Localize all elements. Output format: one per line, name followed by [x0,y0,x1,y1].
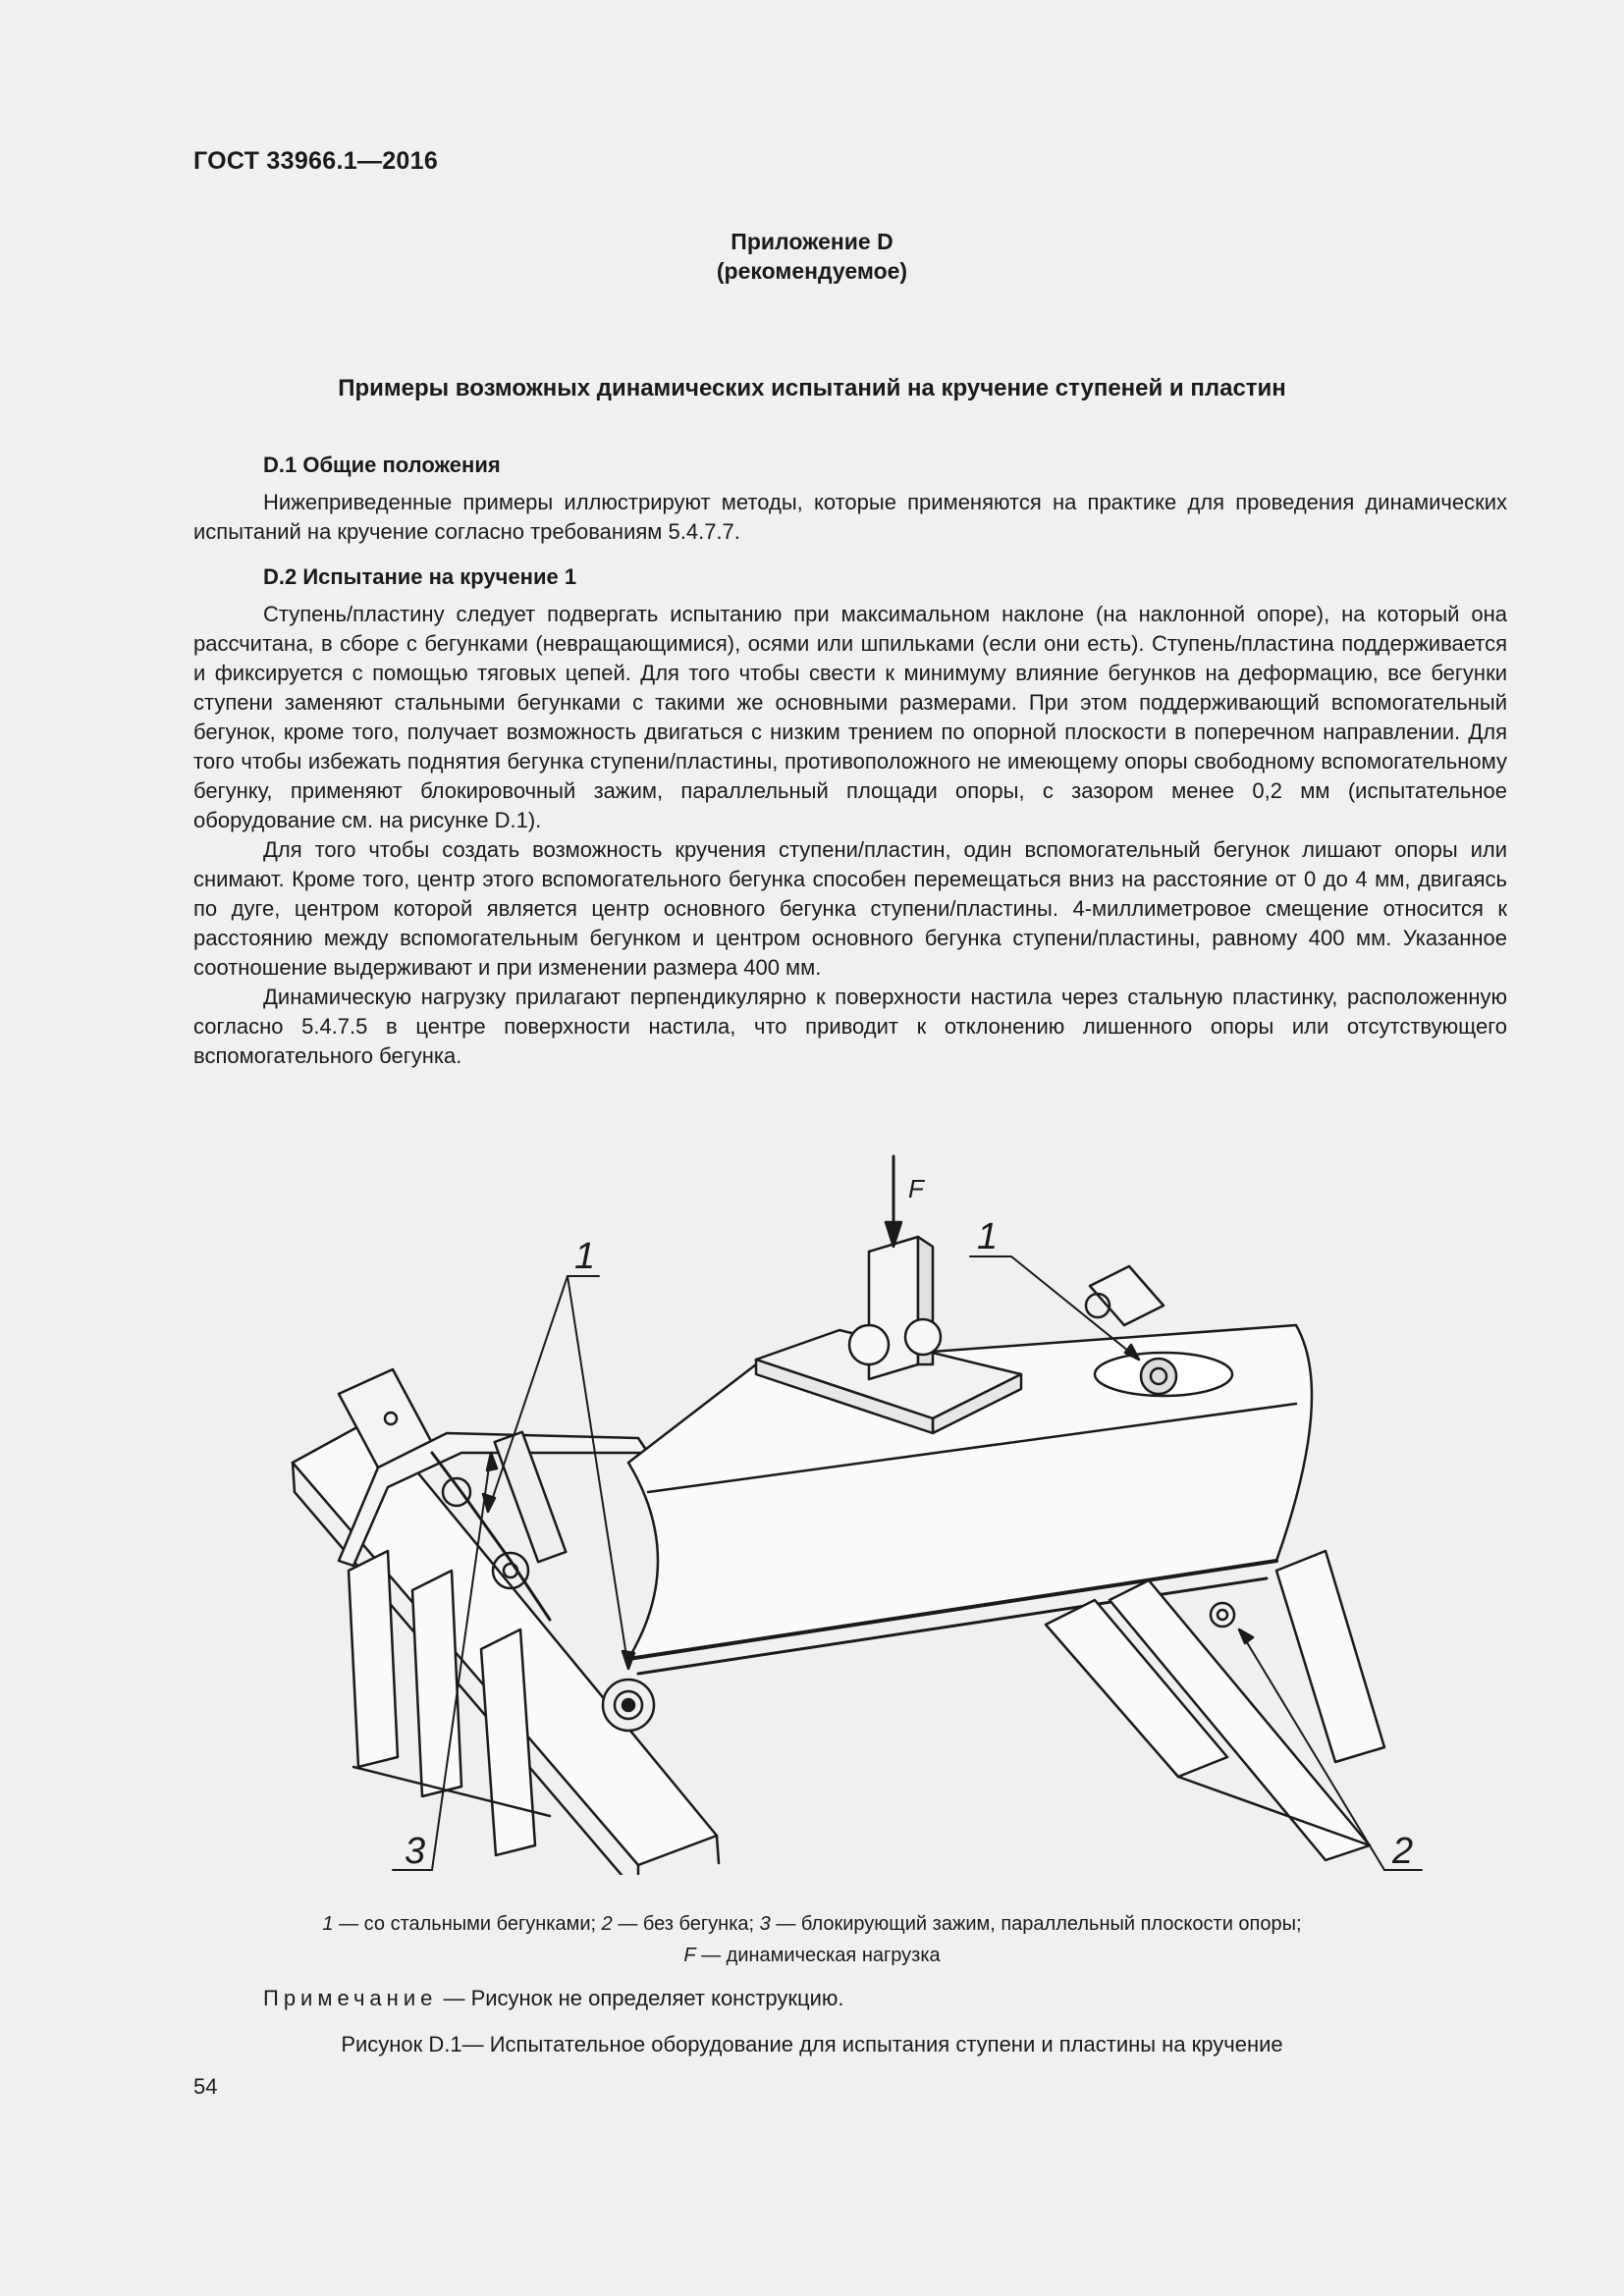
paragraph: Динамическую нагрузку прилагают перпендикулярно к поверхности настила через стальную пластинку, расположенную согласно 5.4.7.5 в центре поверхности настила, что приводит к отклонению лишенного опоры или отсутствующего вспомогательного бегунка. [193,985,1507,1068]
left-leg-front [349,1551,398,1767]
figure-note [263,1986,844,2011]
left-roller-top [443,1478,470,1506]
legend-text-f: — динамическая нагрузка [695,1945,941,1966]
paragraph: Ступень/пластину следует подвергать испытанию при максимальном наклоне (на наклонной опоре), на который она рассчитана, в сборе с бегунками (невращающимися), осями или шпильками (если они есть). Ступень/пластина поддерживается и фиксируется с помощью тяговых цепей. Для того чтобы свести к минимуму влияние бегунков на деформацию, все бегунки ступени заменяют стальными бегунками с такими же основными размерами. При этом поддерживающий вспомогательный бегунок, кроме того, получает возможность двигаться с низким трением по опорной плоскости в поперечном направлении. Для того чтобы избежать поднятия бегунка ступени/пластины, противоположного не имеющему опоры свободному вспомогательному бегунку, применяют блокировочный зажим, параллельный площади опоры, с зазором менее 0,2 мм (испытательное оборудование см. на рисунке D.1). [193,602,1507,832]
legend-key-1: 1 [322,1913,334,1935]
page-number: 54 [193,2074,218,2099]
annex-title: Примеры возможных динамических испытаний на кручение ступеней и пластин [338,375,1286,401]
paragraph: Нижеприведенные примеры иллюстрируют методы, которые применяются на практике для проведения динамических испытаний на кручение согласно требованиям 5.4.7.7. [193,490,1507,544]
note-text: — Рисунок не определяет конструкцию. [437,1986,844,2010]
paragraph: Для того чтобы создать возможность кручения ступени/пластин, один вспомогательный бегунок лишают опоры или снимают. Кроме того, центр этого вспомогательного бегунка способен перемещаться вниз на расстояние от 0 до 4 мм, двигаясь по дуге, центром которой является центр основного бегунка ступени/пластины. 4-миллиметровое смещение относится к расстоянию между вспомогательным бегунком и центром основного бегунка ступени/пластины, равному 400 мм. Указанное соотношение выдерживают и при изменении размера 400 мм. [193,837,1507,980]
label-1-right: 1 [977,1216,999,1257]
label-2: 2 [1392,1831,1414,1872]
section-d1-heading: D.1 Общие положения [263,453,501,477]
test-rig-drawing [275,1148,1453,1875]
note-label: Примечание [263,1986,438,2010]
label-1-left: 1 [574,1236,596,1277]
section-d1-body [193,488,1507,547]
label-3: 3 [405,1831,426,1872]
section-d2-body [193,600,1507,1071]
annex-status: (рекомендуемое) [716,258,908,284]
figure-legend-line2 [0,1940,1624,1971]
right-roller-mount [1211,1603,1234,1627]
legend-key-3: 3 [759,1913,771,1935]
label-force: F [908,1174,924,1203]
standard-header: ГОСТ 33966.1—2016 [193,147,439,175]
figure-legend-line1 [0,1908,1624,1940]
figure-title: Рисунок D.1— Испытательное оборудование для испытания ступени и пластины на кручение [341,2032,1283,2056]
section-d2-heading: D.2 Испытание на кручение 1 [263,564,577,589]
legend-text-2: — без бегунка; [612,1913,760,1935]
legend-key-f: F [683,1945,696,1966]
legend-text-1: — со стальными бегунками; [333,1913,602,1935]
legend-text-3: — блокирующий зажим, параллельный плоскости опоры; [770,1913,1302,1935]
left-leg-mid [412,1571,461,1796]
legend-key-2: 2 [601,1913,613,1935]
annex-label: Приложение D [731,229,893,254]
